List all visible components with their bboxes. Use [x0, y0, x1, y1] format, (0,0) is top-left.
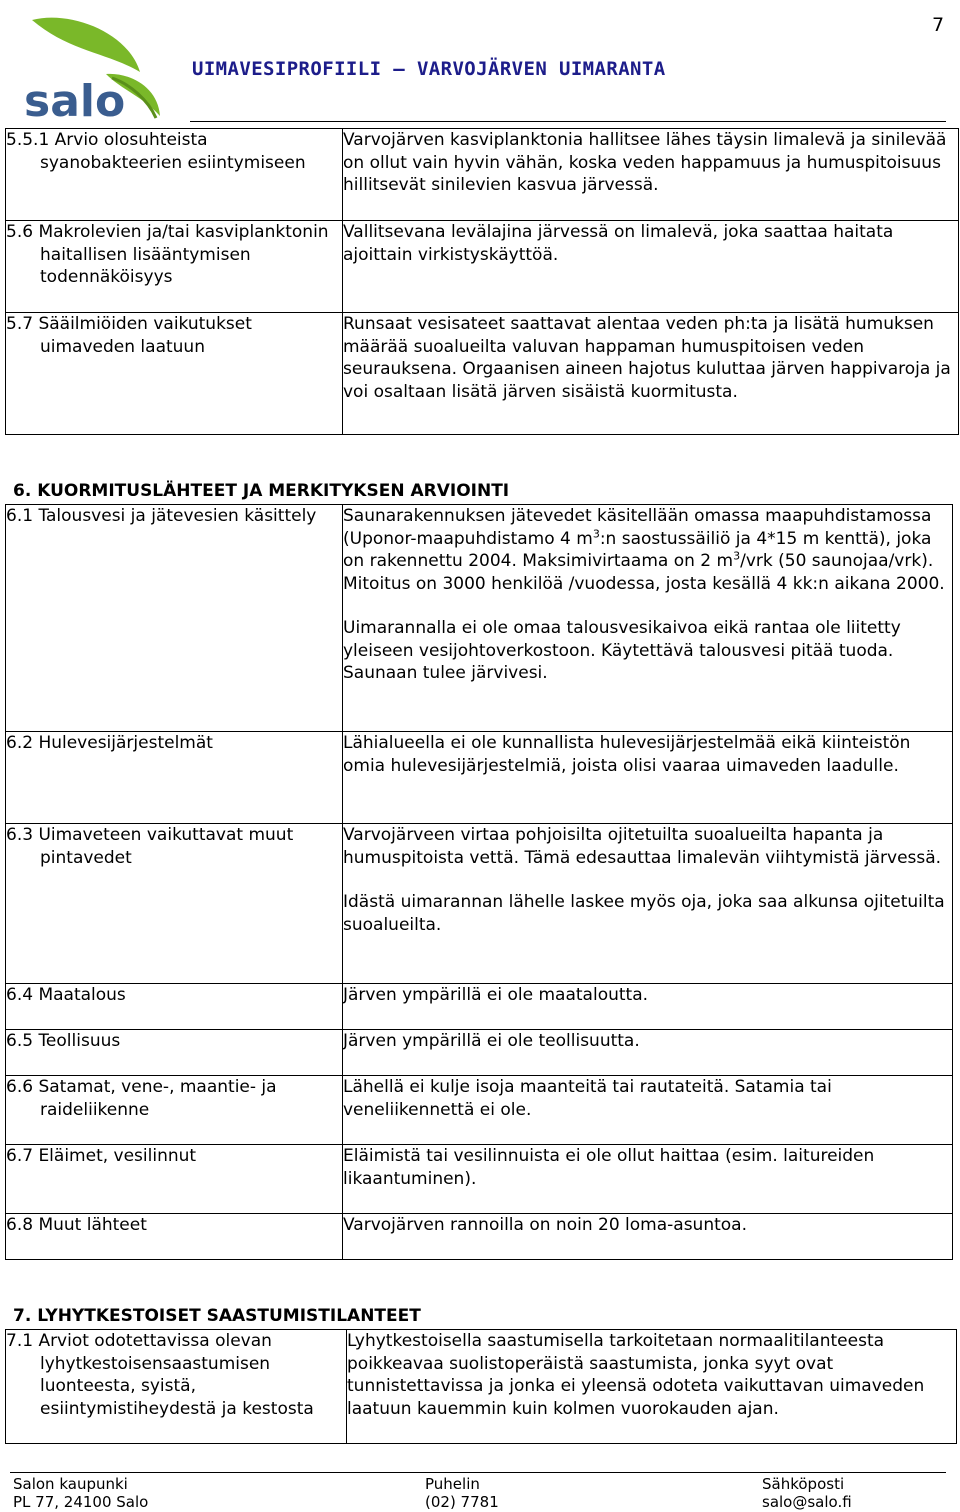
- footer-phone-number: (02) 7781: [425, 1493, 499, 1511]
- table-row: [6, 824, 953, 984]
- table-row: [6, 1076, 953, 1145]
- row-text: Lähellä ei kulje isoja maanteitä tai rautateitä. Satamia tai veneliikennettä ei ole.: [343, 1077, 832, 1120]
- table-row: [6, 129, 959, 221]
- footer-email-link[interactable]: salo@salo.fi: [762, 1493, 852, 1511]
- row-text: Uimarannalla ei ole omaa talousvesikaivoa eikä rantaa ole liitetty yleiseen vesijohtoverkostoon. Käytettävä talousvesi pitää tuoda. Saunaan tulee järvivesi.: [343, 618, 901, 683]
- salo-logo: [10, 12, 170, 124]
- row-text: Järven ympärillä ei ole maataloutta.: [343, 985, 649, 1005]
- row-text: Vallitsevana levälajina järvessä on limalevä, joka saattaa haitata ajoittain virkistyskäyttöä.: [343, 222, 894, 265]
- table-row: [6, 732, 953, 824]
- footer-divider: [10, 1472, 946, 1473]
- row-label: 6.5 Teollisuus: [6, 1031, 121, 1051]
- row-label: 5.5.1 Arvio olosuhteista syanobakteerien esiintymiseen: [6, 130, 306, 173]
- section-7-heading: 7. LYHYTKESTOISET SAASTUMISTILANTEET: [13, 1306, 421, 1326]
- section-6-heading: 6. KUORMITUSLÄHTEET JA MERKITYKSEN ARVIOINTI: [13, 481, 510, 501]
- table-row: [6, 1030, 953, 1076]
- row-label: 6.2 Hulevesijärjestelmät: [6, 733, 213, 753]
- row-text: Saunarakennuksen jätevedet käsitellään omassa maapuhdistamossa (Uponor-maapuhdistamo 4 $m^3:n$ saostussäiliö ja 4*15 m kenttä), joka on rakennettu 2004. Maksimivirtaama on 2 $m^3$/vrk (50 saunojaa/vrk). Mitoitus on 3000 henkilöä /vuodessa, josta kesällä 4 kk:n aikana 2000.: [343, 506, 945, 594]
- row-label: 6.3 Uimaveteen vaikuttavat muut pintavedet: [6, 825, 294, 868]
- row-text: Lähialueella ei ole kunnallista hulevesijärjestelmää eikä kiinteistön omia hulevesijärjestelmiä, joista olisi vaaraa uimaveden laadulle.: [343, 733, 911, 776]
- row-label: 7.1 Arviot odotettavissa olevan lyhytkestoisensaastumisen luonteesta, syistä, esiintymistiheydestä ja kestosta: [6, 1331, 314, 1419]
- header-divider: [190, 121, 946, 122]
- row-label: 6.4 Maatalous: [6, 985, 126, 1005]
- row-text: Idästä uimarannan lähelle laskee myös oja, joka saa alkunsa ojitetuilta suoalueilta.: [343, 892, 945, 935]
- table-row: [6, 1330, 957, 1444]
- row-text: Runsaat vesisateet saattavat alentaa veden ph:ta ja lisätä humuksen määrää suoalueilta valuvan happaman humuspitoisen veden seurauksena. Orgaanisen aineen hajotus kuluttaa järven happivaroja ja voi osaltaan lisätä järven sisäistä kuormitusta.: [343, 314, 951, 402]
- page-number: 7: [932, 14, 945, 36]
- row-text: Eläimistä tai vesilinnuista ei ole ollut haittaa (esim. laitureiden likaantuminen).: [343, 1146, 875, 1189]
- row-text: Varvojärven rannoilla on noin 20 loma-asuntoa.: [343, 1215, 747, 1235]
- footer-phone-label: Puhelin: [425, 1475, 480, 1493]
- row-text: Varvojärven kasviplanktonia hallitsee lähes täysin limalevä ja sinilevää on ollut vain hyvin vähän, koska veden happamuus ja humuspitoisuus hillitsevät sinilevien kasvua järvessä.: [343, 130, 947, 195]
- svg-text:salo: salo: [24, 76, 126, 124]
- table-section-6: [5, 504, 953, 1260]
- table-row: [6, 984, 953, 1030]
- row-label: 5.6 Makrolevien ja/tai kasviplanktonin haitallisen lisääntymisen todennäköisyys: [6, 222, 329, 287]
- row-text: Varvojärveen virtaa pohjoisilta ojitetuilta suoalueilta hapanta ja humuspitoista vettä. Tämä edesauttaa limalevän viihtymistä järvessä.: [343, 825, 942, 868]
- row-label: 5.7 Sääilmiöiden vaikutukset uimaveden laatuun: [6, 314, 252, 357]
- table-section-5: [5, 128, 959, 435]
- row-label: 6.6 Satamat, vene-, maantie- ja raideliikenne: [6, 1077, 277, 1120]
- table-row: [6, 313, 959, 435]
- row-text: Lyhytkestoisella saastumisella tarkoitetaan normaalitilanteesta poikkeavaa suolistoperäistä saastumista, jonka syyt ovat tunnistettavissa ja jonka ei yleensä odoteta vaikuttavan uimaveden laatuun kauemmin kuin kolmen vuorokauden ajan.: [347, 1331, 925, 1419]
- footer-email: [762, 1475, 852, 1511]
- table-section-7: [5, 1329, 957, 1444]
- table-row: [6, 221, 959, 313]
- document-title: UIMAVESIPROFIILI – VARVOJÄRVEN UIMARANTA: [192, 58, 666, 80]
- table-row: [6, 505, 953, 732]
- footer-address: [13, 1475, 148, 1511]
- footer-org: Salon kaupunki: [13, 1475, 128, 1493]
- row-text: Järven ympärillä ei ole teollisuutta.: [343, 1031, 640, 1051]
- row-label: 6.8 Muut lähteet: [6, 1215, 147, 1235]
- footer-email-label: Sähköposti: [762, 1475, 845, 1493]
- table-row: [6, 1214, 953, 1260]
- footer-postal: PL 77, 24100 Salo: [13, 1493, 149, 1511]
- row-label: 6.7 Eläimet, vesilinnut: [6, 1146, 197, 1166]
- table-row: [6, 1145, 953, 1214]
- footer-phone: [425, 1475, 499, 1511]
- row-label: 6.1 Talousvesi ja jätevesien käsittely: [6, 506, 317, 526]
